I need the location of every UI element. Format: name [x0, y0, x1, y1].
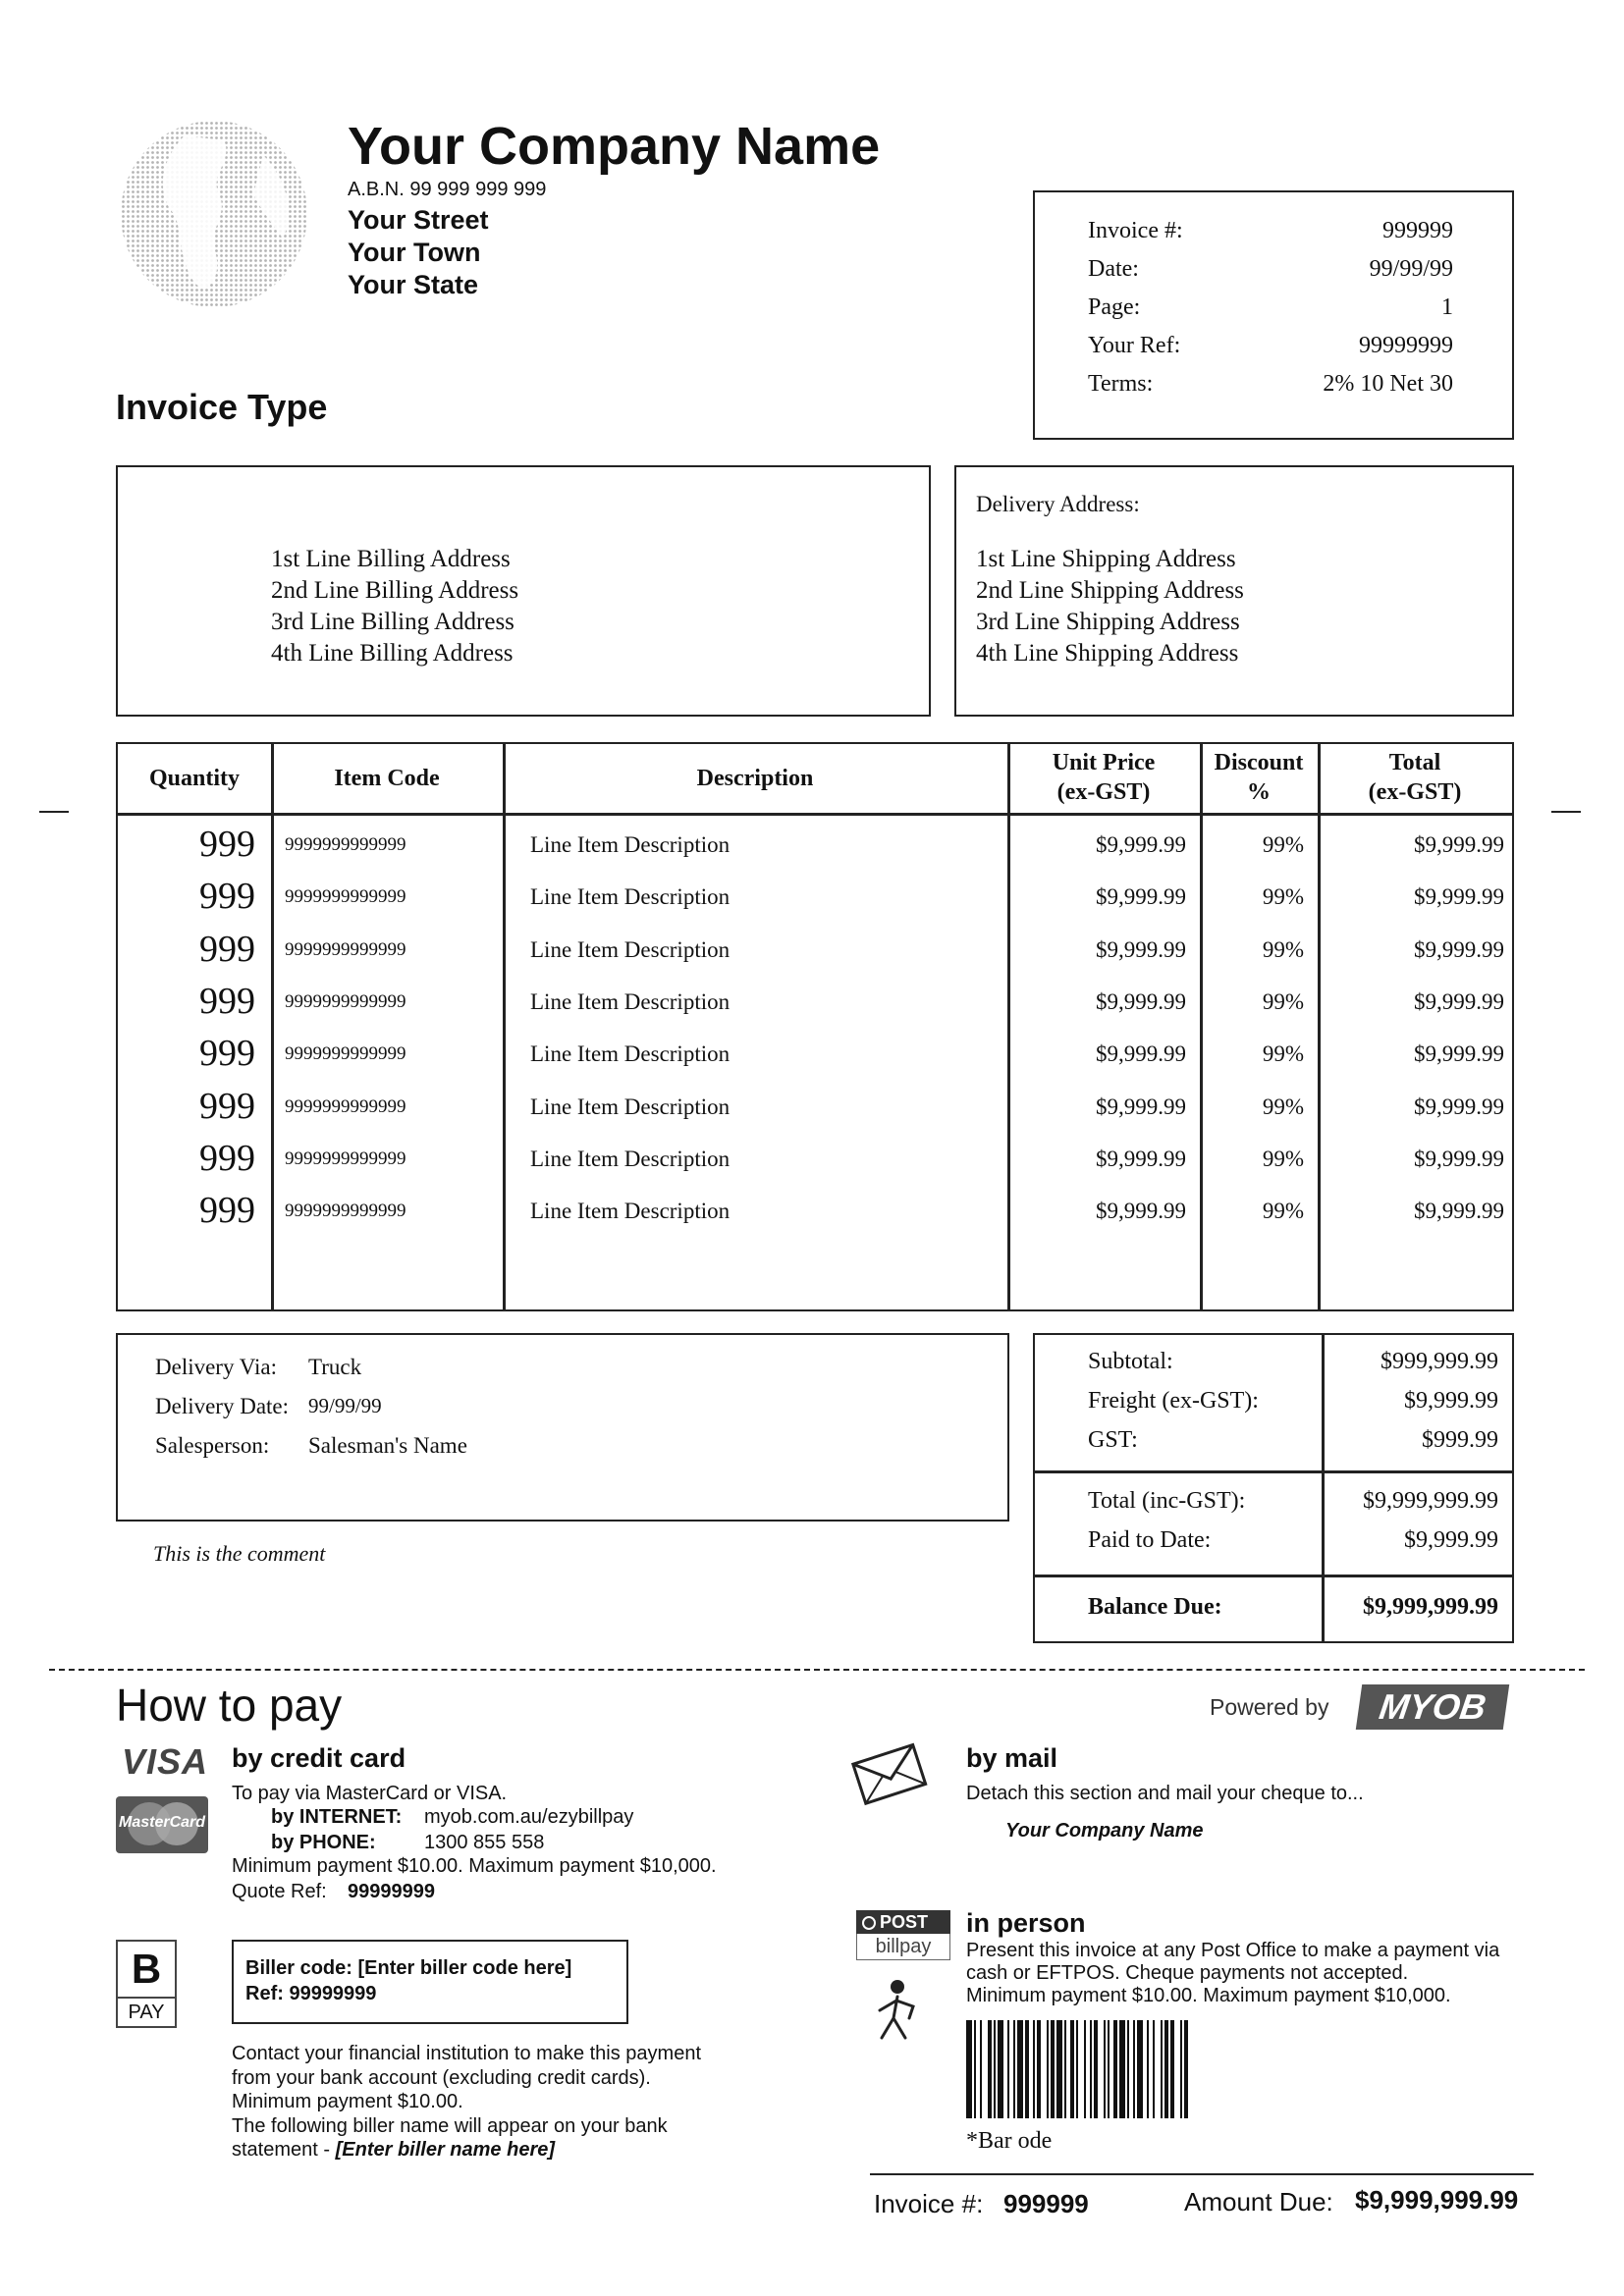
barcode-bar — [1013, 2020, 1015, 2118]
cell-item-code: 9999999999999 — [285, 1043, 406, 1065]
cell-description: Line Item Description — [530, 1199, 731, 1224]
bpay-logo-pay: PAY — [128, 2002, 165, 2023]
cell-quantity: 999 — [199, 1190, 255, 1232]
barcode-bar — [1056, 2020, 1062, 2118]
barcode-bar — [1025, 2020, 1029, 2118]
visa-logo: VISA — [122, 1741, 209, 1782]
shipping-title: Delivery Address: — [976, 492, 1140, 516]
barcode-bar — [1047, 2020, 1049, 2118]
barcode-bar — [1090, 2020, 1092, 2118]
cell-description: Line Item Description — [530, 1146, 731, 1171]
myob-logo: MYOB — [1356, 1684, 1509, 1730]
header-discount-line1: Discount — [1214, 750, 1304, 775]
header-unit-price-line2: (ex-GST) — [1056, 779, 1151, 805]
barcode-bar — [1147, 2020, 1149, 2118]
barcode-bar — [1170, 2020, 1174, 2118]
barcode-bar — [1184, 2020, 1188, 2118]
invoice-number-label: Invoice #: — [1088, 218, 1183, 243]
cell-description: Line Item Description — [530, 1041, 731, 1067]
barcode-caption: *Bar ode — [966, 2128, 1053, 2154]
post-billpay-logo — [856, 1910, 950, 1960]
in-person-text-2: cash or EFTPOS. Cheque payments not accepted. — [966, 1962, 1409, 1984]
cell-discount: 99% — [1262, 1041, 1304, 1067]
biller-name-placeholder: [Enter biller name here] — [335, 2139, 556, 2161]
invoice-terms-value: 2% 10 Net 30 — [1323, 371, 1453, 397]
barcode-bar — [966, 2020, 972, 2118]
company-town: Your Town — [348, 238, 481, 267]
mail-title: by mail — [966, 1743, 1058, 1773]
header-item-code: Item Code — [334, 766, 440, 791]
invoice-page-label: Page: — [1088, 294, 1141, 320]
paid-to-date-label: Paid to Date: — [1088, 1527, 1212, 1553]
table-row — [118, 876, 1512, 930]
in-person-text-1: Present this invoice at any Post Office to make a payment via — [966, 1940, 1500, 1961]
barcode-bar — [1094, 2020, 1098, 2118]
billing-address-box — [116, 465, 931, 717]
invoice-page-row — [1088, 289, 1453, 327]
envelope-icon — [850, 1739, 931, 1815]
billpay-logo-text: billpay — [856, 1934, 950, 1960]
cell-item-code: 9999999999999 — [285, 990, 406, 1012]
shipping-line-3: 3rd Line Shipping Address — [976, 609, 1240, 635]
in-person-title: in person — [966, 1908, 1086, 1938]
payment-barcode — [964, 2020, 1302, 2118]
cell-unit-price: $9,999.99 — [1096, 1199, 1186, 1224]
cell-item-code: 9999999999999 — [285, 938, 406, 960]
barcode-bar — [1070, 2020, 1074, 2118]
cell-unit-price: $9,999.99 — [1096, 936, 1186, 962]
table-row — [118, 1190, 1512, 1244]
balance-due-label: Balance Due: — [1088, 1594, 1222, 1620]
fold-mark-right — [1551, 811, 1581, 813]
invoice-ref-row — [1088, 327, 1453, 365]
powered-by-text: Powered by — [1210, 1694, 1329, 1720]
company-name: Your Company Name — [348, 117, 881, 176]
barcode-bar — [974, 2020, 976, 2118]
cell-unit-price: $9,999.99 — [1096, 1094, 1186, 1119]
cell-discount: 99% — [1262, 1094, 1304, 1119]
header-total-line1: Total — [1388, 750, 1441, 775]
cell-total: $9,999.99 — [1414, 936, 1504, 962]
invoice-date-value: 99/99/99 — [1369, 256, 1453, 282]
header-discount-line2: % — [1247, 779, 1271, 805]
cell-total: $9,999.99 — [1414, 1146, 1504, 1171]
cell-description: Line Item Description — [530, 832, 731, 857]
billing-line-3: 3rd Line Billing Address — [271, 609, 514, 635]
bpay-text-1: Contact your financial institution to make this payment — [232, 2043, 702, 2064]
delivery-date-label: Delivery Date: — [155, 1394, 290, 1418]
header-quantity: Quantity — [148, 766, 240, 791]
invoice-terms-label: Terms: — [1088, 371, 1154, 397]
bpay-logo — [116, 1940, 177, 2028]
bpay-text-4: The following biller name will appear on your bank — [232, 2114, 668, 2137]
table-row — [118, 1033, 1512, 1087]
barcode-bar — [1164, 2020, 1168, 2118]
barcode-bar — [1108, 2020, 1110, 2118]
delivery-date-value: 99/99/99 — [308, 1394, 382, 1417]
cell-description: Line Item Description — [530, 884, 731, 910]
phone-number: 1300 855 558 — [424, 1832, 545, 1853]
cell-quantity: 999 — [199, 928, 255, 970]
barcode-bar — [1137, 2020, 1143, 2118]
totals-box — [1033, 1333, 1514, 1643]
bpay-instructions — [232, 2042, 701, 2163]
phone-label: by PHONE: — [271, 1832, 376, 1853]
bpay-text-2: from your bank account (excluding credit cards). — [232, 2066, 651, 2089]
in-person-instructions — [966, 1940, 1499, 2007]
cell-item-code: 9999999999999 — [285, 1201, 406, 1222]
barcode-bar — [1017, 2020, 1023, 2118]
invoice-type-title: Invoice Type — [116, 387, 328, 427]
salesperson-value: Salesman's Name — [308, 1433, 467, 1458]
subtotal-value: $999,999.99 — [1380, 1349, 1498, 1374]
post-logo-text: POST — [880, 1912, 929, 1932]
cell-unit-price: $9,999.99 — [1096, 1041, 1186, 1067]
cell-discount: 99% — [1262, 1199, 1304, 1224]
line-items-table — [116, 742, 1514, 1311]
biller-code: Biller code: [Enter biller code here] — [245, 1957, 572, 1979]
bpay-text-5 — [232, 2138, 701, 2163]
total-inc-gst-label: Total (inc-GST): — [1088, 1488, 1246, 1514]
freight-value: $9,999.99 — [1404, 1388, 1498, 1414]
cell-discount: 99% — [1262, 884, 1304, 910]
barcode-graphic — [964, 2020, 1302, 2118]
barcode-bar — [1104, 2020, 1106, 2118]
freight-label: Freight (ex-GST): — [1088, 1388, 1259, 1414]
invoice-ref-label: Your Ref: — [1088, 333, 1181, 358]
in-person-text-3: Minimum payment $10.00. Maximum payment $10,000. — [966, 1985, 1451, 2006]
invoice-date-row — [1088, 250, 1453, 289]
cell-description: Line Item Description — [530, 988, 731, 1014]
invoice-number-row — [1088, 212, 1453, 250]
company-street: Your Street — [348, 205, 489, 235]
quote-ref-value: 99999999 — [348, 1881, 435, 1902]
mastercard-logo-text: MasterCard — [118, 1814, 206, 1831]
cell-description: Line Item Description — [530, 1094, 731, 1119]
cell-quantity: 999 — [199, 1085, 255, 1127]
barcode-bar — [1037, 2020, 1041, 2118]
paid-to-date-value: $9,999.99 — [1404, 1527, 1498, 1553]
barcode-bar — [988, 2020, 992, 2118]
biller-ref: Ref: 99999999 — [245, 1983, 377, 2004]
salesperson-label: Salesperson: — [155, 1433, 270, 1458]
barcode-bar — [1084, 2020, 1086, 2118]
header-total — [1318, 748, 1512, 807]
total-inc-gst-value: $9,999,999.99 — [1363, 1488, 1498, 1514]
barcode-bar — [1051, 2020, 1055, 2118]
invoice-info-box — [1033, 190, 1514, 440]
delivery-via-label: Delivery Via: — [155, 1355, 278, 1379]
cell-unit-price: $9,999.99 — [1096, 988, 1186, 1014]
invoice-ref-value: 99999999 — [1359, 333, 1453, 358]
cell-total: $9,999.99 — [1414, 1199, 1504, 1224]
cell-item-code: 9999999999999 — [285, 886, 406, 908]
cell-total: $9,999.99 — [1414, 1041, 1504, 1067]
post-icon — [862, 1916, 876, 1930]
barcode-bar — [994, 2020, 996, 2118]
bpay-text-5a: statement - — [232, 2139, 336, 2161]
barcode-bar — [1064, 2020, 1066, 2118]
cell-item-code: 9999999999999 — [285, 1095, 406, 1117]
company-logo-globe — [116, 116, 312, 312]
header-description: Description — [696, 766, 814, 791]
cell-quantity: 999 — [199, 1137, 255, 1179]
internet-url[interactable]: myob.com.au/ezybillpay — [424, 1806, 634, 1828]
mail-company-name: Your Company Name — [1005, 1820, 1204, 1842]
internet-label: by INTERNET: — [271, 1806, 403, 1828]
shipping-line-2: 2nd Line Shipping Address — [976, 577, 1244, 604]
cell-unit-price: $9,999.99 — [1096, 1146, 1186, 1171]
credit-card-intro: To pay via MasterCard or VISA. — [232, 1783, 508, 1804]
shipping-line-4: 4th Line Shipping Address — [976, 640, 1239, 667]
table-row — [118, 824, 1512, 878]
barcode-bar — [1127, 2020, 1129, 2118]
cell-item-code: 9999999999999 — [285, 1148, 406, 1169]
cell-discount: 99% — [1262, 988, 1304, 1014]
barcode-bar — [1033, 2020, 1035, 2118]
barcode-bar — [1007, 2020, 1009, 2118]
footer-amount-due: $9,999,999.99 — [1355, 2185, 1519, 2215]
footer-rule — [870, 2173, 1534, 2175]
cell-discount: 99% — [1262, 832, 1304, 857]
mail-text: Detach this section and mail your cheque to... — [966, 1783, 1364, 1804]
shipping-address-box — [954, 465, 1514, 717]
barcode-bar — [1153, 2020, 1155, 2118]
cell-total: $9,999.99 — [1414, 1094, 1504, 1119]
bpay-text-3: Minimum payment $10.00. — [232, 2091, 463, 2112]
invoice-comment: This is the comment — [153, 1541, 326, 1566]
table-row — [118, 980, 1512, 1035]
person-icon — [864, 1977, 927, 2051]
post-logo — [856, 1910, 950, 1934]
globe-icon — [116, 116, 312, 312]
cell-quantity: 999 — [199, 1033, 255, 1075]
cell-quantity: 999 — [199, 876, 255, 918]
invoice-page-value: 1 — [1441, 294, 1453, 320]
cell-discount: 99% — [1262, 936, 1304, 962]
header-total-line2: (ex-GST) — [1368, 779, 1462, 805]
balance-due-value: $9,999,999.99 — [1363, 1594, 1498, 1620]
tear-off-line — [49, 1669, 1585, 1671]
header-unit-price-line1: Unit Price — [1052, 750, 1156, 775]
cell-quantity: 999 — [199, 824, 255, 865]
credit-card-title: by credit card — [232, 1743, 406, 1773]
cell-unit-price: $9,999.99 — [1096, 832, 1186, 857]
mastercard-logo — [116, 1796, 208, 1853]
company-state: Your State — [348, 270, 479, 299]
gst-label: GST: — [1088, 1427, 1138, 1453]
barcode-bar — [980, 2020, 982, 2118]
footer-amount-label: Amount Due: — [1184, 2187, 1333, 2216]
billing-line-4: 4th Line Billing Address — [271, 640, 514, 667]
delivery-via-value: Truck — [308, 1355, 362, 1379]
invoice-date-label: Date: — [1088, 256, 1139, 282]
barcode-bar — [1076, 2020, 1078, 2118]
invoice-number-value: 999999 — [1382, 218, 1453, 243]
barcode-bar — [998, 2020, 1003, 2118]
shipping-line-1: 1st Line Shipping Address — [976, 546, 1236, 572]
barcode-bar — [1119, 2020, 1125, 2118]
cell-item-code: 9999999999999 — [285, 834, 406, 855]
cell-total: $9,999.99 — [1414, 884, 1504, 910]
cell-quantity: 999 — [199, 980, 255, 1022]
cell-total: $9,999.99 — [1414, 832, 1504, 857]
barcode-bar — [1113, 2020, 1117, 2118]
invoice-terms-row — [1088, 365, 1453, 403]
billing-line-2: 2nd Line Billing Address — [271, 577, 519, 604]
cell-unit-price: $9,999.99 — [1096, 884, 1186, 910]
table-row — [118, 1085, 1512, 1140]
gst-value: $999.99 — [1422, 1427, 1498, 1453]
barcode-bar — [1180, 2020, 1182, 2118]
footer-invoice-number: 999999 — [1003, 2189, 1089, 2218]
cell-discount: 99% — [1262, 1146, 1304, 1171]
table-row — [118, 928, 1512, 983]
barcode-bar — [1161, 2020, 1163, 2118]
card-payment-limits: Minimum payment $10.00. Maximum payment $10,000. — [232, 1855, 717, 1877]
subtotal-label: Subtotal: — [1088, 1349, 1173, 1374]
footer-invoice-label: Invoice #: — [874, 2189, 984, 2218]
fold-mark-left — [39, 811, 69, 813]
header-discount — [1200, 748, 1318, 807]
quote-ref-label: Quote Ref: — [232, 1881, 327, 1902]
delivery-info-box — [116, 1333, 1009, 1522]
company-address — [348, 204, 489, 301]
bpay-logo-b: B — [118, 1942, 175, 1999]
header-unit-price — [1007, 748, 1200, 807]
barcode-bar — [1133, 2020, 1135, 2118]
cell-total: $9,999.99 — [1414, 988, 1504, 1014]
company-abn: A.B.N. 99 999 999 999 — [348, 179, 547, 200]
billing-line-1: 1st Line Billing Address — [271, 546, 511, 572]
table-row — [118, 1137, 1512, 1192]
cell-description: Line Item Description — [530, 936, 731, 962]
how-to-pay-title: How to pay — [116, 1680, 343, 1731]
biller-code-box — [232, 1940, 628, 2024]
